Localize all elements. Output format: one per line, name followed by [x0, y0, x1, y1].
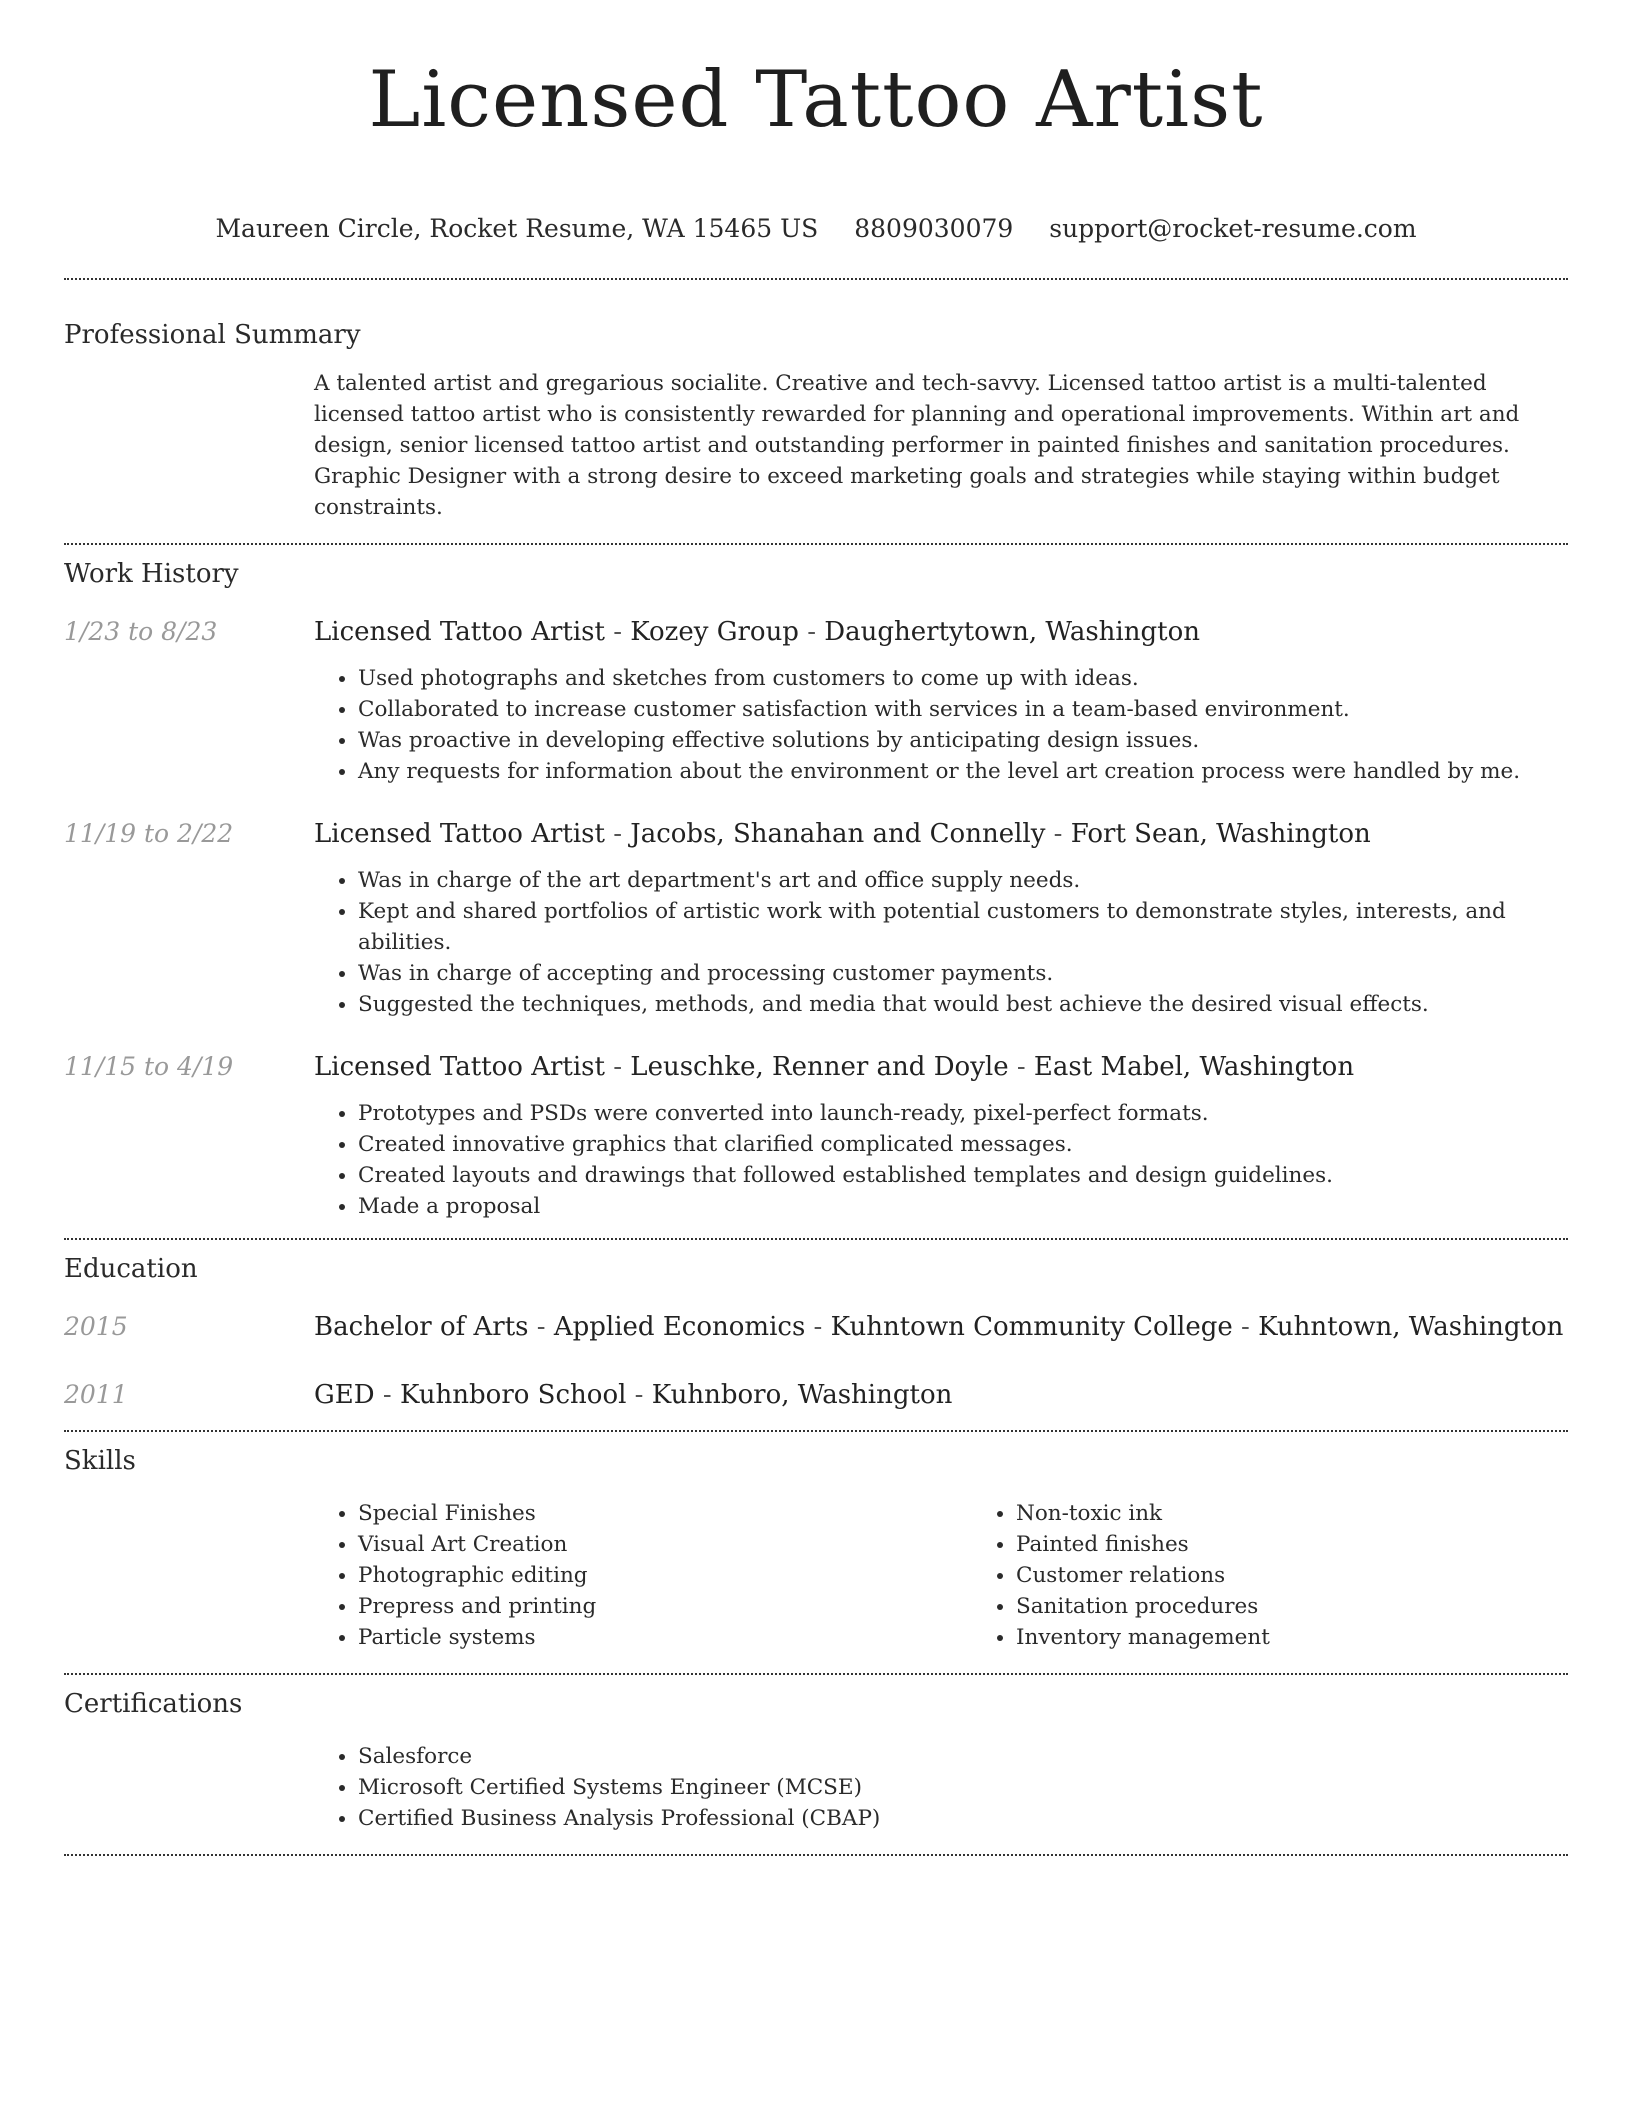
job-bullet: • Any requests for information about the environment or the level art creation process were handled by me. [358, 756, 1568, 787]
certification-item: • Salesforce [358, 1741, 1568, 1772]
job-bullets [314, 865, 1568, 1020]
skill-item: • Photographic editing [358, 1560, 972, 1591]
separator: - [528, 1312, 554, 1342]
skill-item: • Painted finishes [1016, 1529, 1630, 1560]
job-bullet: • Used photographs and sketches from customers to come up with ideas. [358, 663, 1568, 694]
job-entry [64, 1050, 1568, 1222]
job-bullets [314, 663, 1568, 787]
education-location: Kuhnboro, Washington [651, 1380, 953, 1410]
contact-phone: 8809030079 [854, 214, 1014, 243]
education-degree: Bachelor of Arts [314, 1312, 529, 1342]
skill-item: • Visual Art Creation [358, 1529, 972, 1560]
education-year: 2015 [64, 1312, 128, 1341]
education-school: Kuhntown Community College [830, 1312, 1233, 1342]
skill-item: • Customer relations [1016, 1560, 1630, 1591]
education-heading [314, 1310, 1568, 1344]
job-position: Licensed Tattoo Artist [314, 617, 605, 647]
job-bullet: • Was in charge of accepting and processing customer payments. [358, 958, 1568, 989]
skill-item: • Inventory management [1016, 1622, 1630, 1653]
education-section [64, 1252, 1568, 1412]
separator: - [1008, 1052, 1034, 1082]
education-location: Kuhntown, Washington [1258, 1312, 1564, 1342]
work-divider [64, 1238, 1568, 1240]
job-bullet: • Made a proposal [358, 1191, 1568, 1222]
skills-section [64, 1444, 1568, 1653]
job-heading [314, 615, 1568, 649]
job-company: Leuschke, Renner and Doyle [630, 1052, 1009, 1082]
separator: - [798, 617, 825, 647]
resume-name: Licensed Tattoo Artist [368, 55, 1264, 145]
header-divider [64, 278, 1568, 280]
job-position: Licensed Tattoo Artist [314, 819, 605, 849]
education-heading [314, 1378, 1568, 1412]
certifications-section [64, 1687, 1568, 1834]
separator: - [626, 1380, 652, 1410]
education-school: Kuhnboro School [399, 1380, 627, 1410]
education-degree: GED [314, 1380, 375, 1410]
separator: - [1232, 1312, 1259, 1342]
education-title: Education [64, 1254, 198, 1284]
work-section [64, 557, 1568, 1222]
skills-title: Skills [64, 1446, 136, 1476]
contact-email: support@rocket-resume.com [1049, 214, 1417, 243]
skills-divider [64, 1673, 1568, 1675]
job-bullet: • Suggested the techniques, methods, and media that would best achieve the desired visual effects. [358, 989, 1568, 1020]
separator: - [374, 1380, 400, 1410]
skill-item: • Sanitation procedures [1016, 1591, 1630, 1622]
job-company: Kozey Group [630, 617, 799, 647]
skill-item: • Particle systems [358, 1622, 972, 1653]
education-field: Applied Economics [553, 1312, 806, 1342]
job-bullet: • Created innovative graphics that clarified complicated messages. [358, 1129, 1568, 1160]
separator: - [604, 1052, 631, 1082]
certifications-title: Certifications [64, 1689, 243, 1719]
certification-item: • Microsoft Certified Systems Engineer (MCSE) [358, 1772, 1568, 1803]
separator: - [604, 819, 631, 849]
skills-list-right [972, 1498, 1630, 1653]
job-company: Jacobs, Shanahan and Connelly [630, 819, 1046, 849]
summary-section [64, 318, 1568, 523]
job-location: Fort Sean, Washington [1070, 819, 1371, 849]
job-bullet: • Was proactive in developing effective solutions by anticipating design issues. [358, 725, 1568, 756]
education-year: 2011 [64, 1380, 128, 1409]
job-dates: 11/19 to 2/22 [64, 819, 234, 848]
summary-text: A talented artist and gregarious socialite. Creative and tech-savvy. Licensed tattoo artist is a multi-talented licensed tattoo artist who is consistently rewarded for planning and operational improvements. Within art and design, senior licensed tattoo artist and outstanding performer in painted finishes and sanitation procedures. Graphic Designer with a strong desire to exceed marketing goals and strategies while staying within budget constraints. [314, 371, 1520, 520]
contact-address: Maureen Circle, Rocket Resume, WA 15465 US [215, 214, 819, 243]
contact-line [64, 212, 1568, 246]
job-heading [314, 1050, 1568, 1084]
certifications-divider [64, 1854, 1568, 1856]
job-heading [314, 817, 1568, 851]
job-bullets [314, 1098, 1568, 1222]
education-entry [64, 1310, 1568, 1344]
summary-divider [64, 543, 1568, 545]
skills-columns [314, 1498, 1630, 1653]
job-bullet: • Prototypes and PSDs were converted into launch-ready, pixel-perfect formats. [358, 1098, 1568, 1129]
job-dates: 1/23 to 8/23 [64, 617, 218, 646]
job-location: Daughertytown, Washington [824, 617, 1200, 647]
separator: - [805, 1312, 831, 1342]
job-bullet: • Collaborated to increase customer satisfaction with services in a team-based environment. [358, 694, 1568, 725]
skill-item: • Non-toxic ink [1016, 1498, 1630, 1529]
skills-list-left [314, 1498, 972, 1653]
job-bullet: • Created layouts and drawings that followed established templates and design guidelines. [358, 1160, 1568, 1191]
job-entry [64, 615, 1568, 787]
job-bullet: • Kept and shared portfolios of artistic work with potential customers to demonstrate styles, interests, and abilities. [358, 896, 1568, 958]
job-entry [64, 817, 1568, 1020]
job-bullet: • Was in charge of the art department's art and office supply needs. [358, 865, 1568, 896]
job-location: East Mabel, Washington [1033, 1052, 1355, 1082]
education-entry [64, 1378, 1568, 1412]
job-dates: 11/15 to 4/19 [64, 1052, 234, 1081]
certifications-list [314, 1741, 1568, 1834]
skill-item: • Prepress and printing [358, 1591, 972, 1622]
skill-item: • Special Finishes [358, 1498, 972, 1529]
work-title: Work History [64, 559, 239, 589]
certification-item: • Certified Business Analysis Professional (CBAP) [358, 1803, 1568, 1834]
separator: - [1045, 819, 1071, 849]
job-position: Licensed Tattoo Artist [314, 1052, 605, 1082]
education-divider [64, 1430, 1568, 1432]
summary-title: Professional Summary [64, 320, 361, 350]
separator: - [604, 617, 631, 647]
